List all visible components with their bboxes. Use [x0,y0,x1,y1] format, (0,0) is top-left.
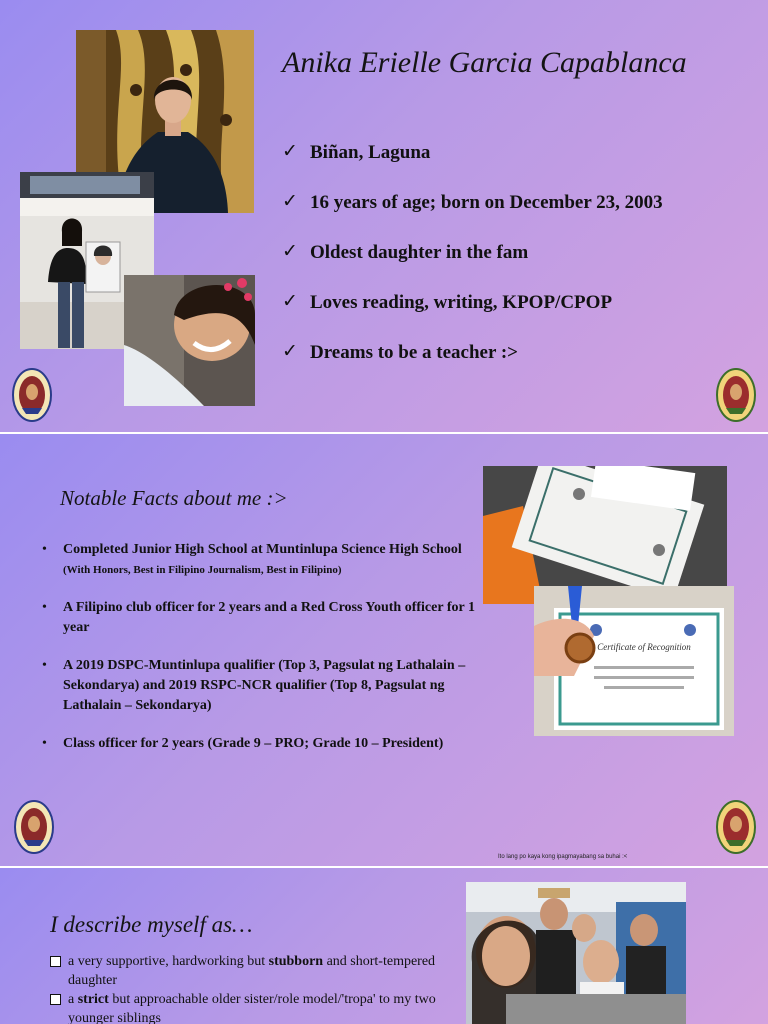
check-icon: ✓ [282,240,298,262]
bullet-icon: • [42,542,47,557]
fact-item [42,540,482,580]
describe-item [50,952,470,990]
describe-text-post: but approachable older sister/role model/'tropa' to my two younger siblings [68,992,436,1024]
check-icon: ✓ [282,190,298,212]
detail-text: Oldest daughter in the fam [310,242,529,263]
check-icon: ✓ [282,140,298,162]
notable-facts-title: Notable Facts about me :> [60,486,288,510]
slide-notable-facts [0,434,768,866]
notable-facts-list [42,540,482,772]
school-seal-right-logo [716,800,756,854]
detail-text: Biñan, Laguna [310,142,431,163]
school-seal-right-logo [716,368,756,422]
bullet-icon: • [42,600,47,615]
photo-family-group [466,882,686,1024]
photo-selfie-smile [124,275,255,406]
describe-text-post: and short-tempered daughter [68,954,436,988]
check-icon: ✓ [282,340,298,362]
detail-text: Dreams to be a teacher :> [310,342,518,363]
describe-text-pre: a very supportive, hardworking but [68,954,269,969]
checkbox-square-icon [50,956,61,967]
school-seal-left-logo [12,368,52,422]
describe-text-bold: stubborn [268,954,324,969]
fact-text: A 2019 DSPC-Muntinlupa qualifier (Top 3, Pagsulat ng Lathalain – Sekondarya) and 2019 RSPC-NCR qualifier (Top 8, Pagsulat ng Lathalain – Sekondarya) [63,658,466,713]
photo-certificate-medal [534,586,734,736]
describe-text-bold: strict [77,992,109,1007]
fact-item [42,656,482,716]
describe-item [50,990,470,1024]
describe-title: I describe myself as… [50,912,253,937]
fact-item [42,734,482,754]
slide-describe-myself [0,868,768,1024]
bullet-icon: • [42,736,47,751]
fact-text: Completed Junior High School at Muntinlupa Science High School [63,542,462,557]
check-icon: ✓ [282,290,298,312]
school-seal-left-logo [14,800,54,854]
checkbox-square-icon [50,994,61,1005]
certificate-heading: Certificate of Recognition [597,642,691,652]
photo-certificates-pile [483,466,727,604]
detail-text: Loves reading, writing, KPOP/CPOP [310,292,613,313]
fact-item [42,598,482,638]
fact-text: Class officer for 2 years (Grade 9 – PRO; Grade 10 – President) [63,736,444,751]
describe-text-pre: a [68,992,78,1007]
detail-text: 16 years of age; born on December 23, 2003 [310,192,663,213]
fact-note: (With Honors, Best in Filipino Journalism, Best in Filipino) [63,564,342,576]
describe-list [50,952,470,1024]
profile-name-title: Anika Erielle Garcia Capablanca [282,46,687,79]
fact-text: A Filipino club officer for 2 years and a Red Cross Youth officer for 1 year [63,600,475,635]
slide-profile [0,0,768,432]
photo-caption: Ito lang po kaya kong ipagmayabang sa buhai :< [498,854,628,860]
bullet-icon: • [42,658,47,673]
